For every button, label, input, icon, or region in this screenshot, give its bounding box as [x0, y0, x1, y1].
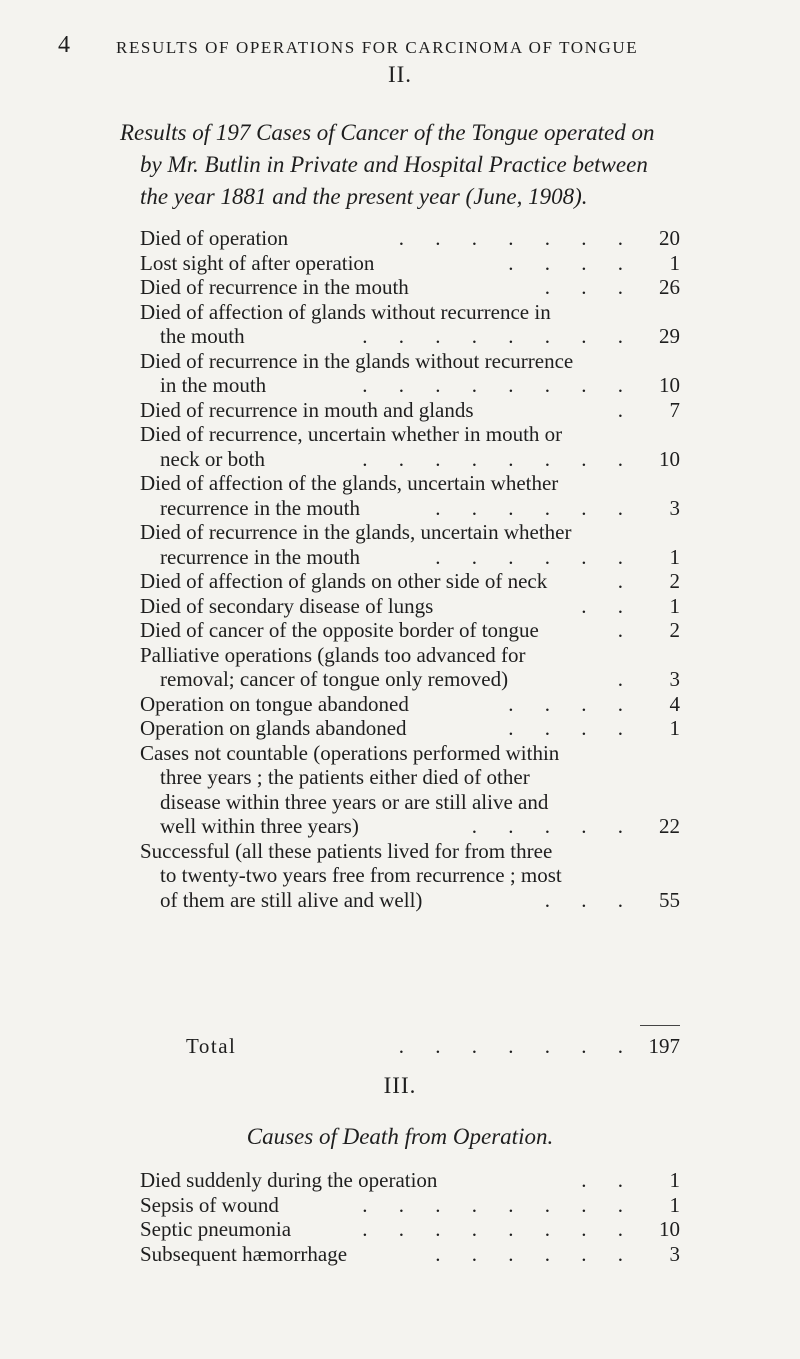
table-row — [140, 226, 680, 251]
row-label: Died of recurrence in the mouth — [140, 275, 409, 299]
table-row — [140, 1168, 680, 1193]
row-label: Died of cancer of the opposite border of tongue — [140, 618, 539, 642]
table-row — [140, 545, 680, 570]
row-value: 1 — [669, 544, 680, 569]
row-label: Successful (all these patients lived for from three — [140, 838, 553, 863]
table-row — [140, 790, 680, 815]
leader-dots: . — [617, 569, 636, 593]
leader-dots: . — [617, 618, 636, 642]
row-label: Died of affection of the glands, uncertain whether — [140, 471, 559, 495]
total-label: Total — [186, 1034, 237, 1058]
table-row — [140, 765, 680, 790]
row-label: Died of affection of glands on other side of neck — [140, 569, 548, 593]
row-value: 10 — [659, 373, 680, 397]
table-row — [140, 349, 680, 374]
row-label: Died of recurrence in the glands, uncertain whether — [140, 520, 572, 544]
table-row — [140, 839, 680, 864]
row-label: of them are still alive and well) — [160, 887, 423, 912]
section-number-iii: III. — [383, 1073, 417, 1098]
causes-heading: Causes of Death from Operation. — [246, 1124, 554, 1149]
leader-dots: . . . . . . . . — [362, 446, 636, 471]
row-label: Died of operation — [140, 226, 289, 250]
page-number: 4 — [58, 32, 72, 58]
row-value: 4 — [669, 691, 680, 716]
row-label: well within three years) — [160, 814, 359, 838]
row-label: neck or both — [160, 446, 265, 471]
leader-dots: . . — [581, 593, 636, 618]
leader-dots: . . — [581, 1168, 636, 1192]
leader-dots: . . . . . . . — [398, 226, 636, 250]
row-label: Died of recurrence, uncertain whether in mouth or — [140, 422, 563, 446]
row-label: Operation on glands abandoned — [140, 716, 407, 740]
row-value: 3 — [669, 1241, 680, 1266]
row-label: Subsequent hæmorrhage — [140, 1241, 348, 1266]
table-row — [140, 692, 680, 717]
table-row — [140, 1242, 680, 1267]
table-row — [140, 422, 680, 447]
row-value: 10 — [659, 1217, 680, 1241]
row-label: Palliative operations (glands too advanced for — [140, 642, 526, 667]
row-label: Died of affection of glands without recurrence in — [140, 299, 551, 324]
table-row — [140, 373, 680, 398]
leader-dots: . . . . — [508, 716, 636, 740]
table-row — [140, 398, 680, 423]
leader-dots: . . . . . . . . — [362, 324, 636, 348]
table-row — [140, 569, 680, 594]
table-row — [140, 1193, 680, 1218]
table-row — [140, 863, 680, 888]
row-value: 1 — [669, 716, 680, 740]
row-label: recurrence in the mouth — [160, 544, 360, 569]
leader-dots: . . . — [544, 275, 636, 299]
table-row — [140, 300, 680, 325]
row-label: Died of recurrence in the glands without recurrence — [140, 348, 574, 373]
table-row — [140, 520, 680, 545]
results-heading — [120, 117, 780, 213]
row-label: Septic pneumonia — [140, 1217, 292, 1241]
row-label: to twenty-two years free from recurrence ; most — [160, 863, 562, 887]
row-value: 3 — [669, 667, 680, 691]
heading-line: by Mr. Butlin in Private and Hospital Practice between — [140, 152, 648, 177]
total-row — [140, 1033, 680, 1059]
row-value: 3 — [669, 495, 680, 520]
row-label: Died suddenly during the operation — [140, 1168, 438, 1192]
row-value: 22 — [659, 814, 680, 838]
running-title: RESULTS OF OPERATIONS FOR CARCINOMA OF TONGUE — [116, 38, 639, 57]
leader-dots: . — [617, 397, 636, 422]
row-label: the mouth — [160, 324, 245, 348]
row-value: 20 — [659, 226, 680, 250]
row-label: three years ; the patients either died of other — [160, 765, 530, 789]
row-value: 1 — [669, 593, 680, 618]
row-value: 1 — [669, 250, 680, 275]
total-rule — [640, 1025, 680, 1026]
leader-dots: . . . . . . . . — [362, 1217, 636, 1241]
row-value: 26 — [659, 275, 680, 299]
row-label: recurrence in the mouth — [160, 495, 360, 520]
row-label: Lost sight of after operation — [140, 250, 375, 275]
row-value: 29 — [659, 324, 680, 348]
row-label: Operation on tongue abandoned — [140, 691, 409, 716]
heading-line: Results of 197 Cases of Cancer of the Tongue operated on — [120, 120, 655, 145]
table-row — [140, 275, 680, 300]
leader-dots: . . . . . . — [435, 1241, 636, 1266]
total-value: 197 — [648, 1034, 680, 1058]
heading-line: the year 1881 and the present year (June, 1908). — [140, 184, 588, 209]
table-row — [140, 618, 680, 643]
row-value: 1 — [669, 1168, 680, 1192]
table-row — [140, 643, 680, 668]
leader-dots: . . . — [544, 887, 636, 912]
row-label: Cases not countable (operations performed within — [140, 740, 560, 765]
leader-dots: . . . . . . . . — [362, 1192, 636, 1217]
row-label: Died of recurrence in mouth and glands — [140, 397, 474, 422]
row-value: 2 — [669, 569, 680, 593]
leader-dots: . . . . . . . . — [362, 373, 636, 397]
section-number-ii: II. — [387, 62, 413, 87]
leader-dots: . — [617, 667, 636, 691]
table-row — [140, 251, 680, 276]
causes-table — [140, 1168, 680, 1266]
leader-dots: . . . . . . . — [398, 1034, 636, 1058]
table-row — [140, 594, 680, 619]
row-label: disease within three years or are still alive and — [160, 789, 549, 814]
row-label: Died of secondary disease of lungs — [140, 593, 434, 618]
table-row — [140, 447, 680, 472]
row-label: in the mouth — [160, 373, 267, 397]
row-value: 2 — [669, 618, 680, 642]
row-label: Sepsis of wound — [140, 1192, 279, 1217]
table-row — [140, 888, 680, 913]
row-value: 55 — [659, 887, 680, 912]
row-value: 1 — [669, 1192, 680, 1217]
row-value: 10 — [659, 446, 680, 471]
table-row — [140, 496, 680, 521]
table-row — [140, 324, 680, 349]
table-row — [140, 1217, 680, 1242]
row-value: 7 — [669, 397, 680, 422]
table-row — [140, 471, 680, 496]
results-table — [140, 226, 680, 912]
table-row — [140, 741, 680, 766]
leader-dots: . . . . . . — [435, 544, 636, 569]
leader-dots: . . . . — [508, 250, 636, 275]
table-row — [140, 716, 680, 741]
table-row — [140, 667, 680, 692]
row-label: removal; cancer of tongue only removed) — [160, 667, 509, 691]
leader-dots: . . . . — [508, 691, 636, 716]
table-row — [140, 814, 680, 839]
leader-dots: . . . . . — [471, 814, 636, 838]
leader-dots: . . . . . . — [435, 495, 636, 520]
